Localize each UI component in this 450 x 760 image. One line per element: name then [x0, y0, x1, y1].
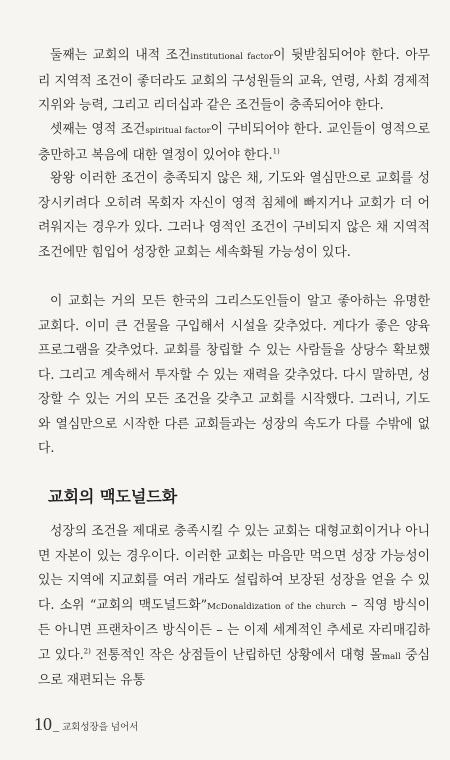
- running-title: 교회성장을 넘어서: [62, 722, 139, 733]
- paragraph-text: 이 교회는 거의 모든 한국의 그리스도인들이 알고 좋아하는 유명한 교회다. 이미 큰 건물을 구입해서 시설을 갖추었다. 게다가 좋은 양육 프로그램을 갖추었다. 교회를 창립할 수 있는 사람들을 상당수 확보했다. 그리고 계속해서 투자할 수 있는 재력을 갖추었다. 다시 말하면, 성장할 수 있는 거의 모든 조건을 갖추고 교회를 시작했다. 그러니, 기도와 열심만으로 시작한 다른 교회들과는 성장의 속도가 다를 수밖에 없다.: [38, 294, 430, 456]
- paragraph-text: 중심으로 재편되는 유통: [38, 647, 430, 688]
- paragraph-prayer-zeal: [38, 167, 430, 265]
- paragraph-text: 왕왕 이러한 조건이 충족되지 않은 채, 기도와 열심만으로 교회를 성장시키려다 오히려 목회자 자신이 영적 침체에 빠지거나 교회가 더 어려워지는 경우가 있다. 그러나 영적인 조건이 구비되지 않은 채 지역적 조건에만 힘입어 성장한 교회는 세속화될 가능성이 있다.: [38, 171, 430, 260]
- paragraph-third-condition: [38, 118, 430, 168]
- english-gloss: McDonaldization of the church: [207, 601, 346, 612]
- english-gloss: spiritual factor: [145, 126, 211, 136]
- english-gloss: mall: [381, 651, 401, 662]
- paragraph-text: 둘째는 교회의 내적 조건: [50, 48, 191, 63]
- page-number: 10: [34, 714, 52, 734]
- english-gloss: institutional factor: [190, 52, 274, 62]
- paragraph-mcdonaldization: [38, 520, 430, 694]
- paragraph-second-condition: [38, 44, 430, 119]
- footer-separator: _: [53, 719, 59, 733]
- paragraph-text: 이 구비되어야 한다. 교인들이 영적으로 충만하고 복음에 대한 열정이 있어야 한다.: [38, 122, 430, 163]
- paragraph-text: 이 뒷받침되어야 한다. 아무리 지역적 조건이 좋더라도 교회의 구성원들의 교육, 연령, 사회 경제적 지위와 능력, 그리고 리더십과 같은 조건들이 충족되어야 한다.: [38, 48, 430, 113]
- page-footer: [34, 714, 138, 735]
- paragraph-text: 전통적인 작은 상점들이 난립하던 상황에서 대형 몰: [90, 647, 382, 663]
- paragraph-text: 셋째는 영적 조건: [50, 122, 146, 137]
- paragraph-text: – 직영 방식이든 아니면 프랜차이즈 방식이든 – 는 이제 세계적인 추세로 자리매김하고 있다.: [38, 597, 430, 663]
- footnote-marker: 1): [272, 147, 280, 156]
- paragraph-famous-church: [38, 290, 430, 462]
- section-heading: 교회의 맥도널드화: [48, 487, 178, 506]
- paragraph-text: 성장의 조건을 제대로 충족시킬 수 있는 교회는 대형교회이거나 아니면 자본이 있는 경우이다. 이러한 교회는 마음만 먹으면 성장 가능성이 있는 지역에 지교회를 여러 개라도 설립하여 보장된 성장을 얻을 수 있다. 소위 “교회의 맥도널드화”: [38, 524, 430, 613]
- footnote-marker: 2): [83, 647, 91, 656]
